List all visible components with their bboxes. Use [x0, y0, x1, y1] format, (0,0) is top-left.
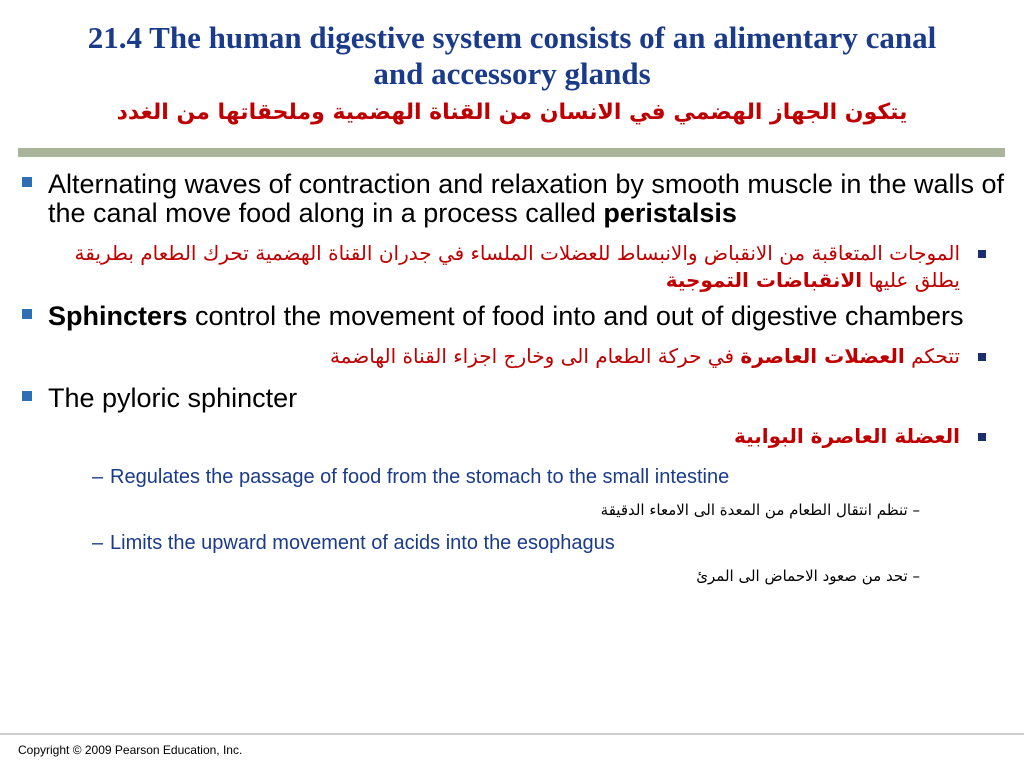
bullet-sphincters-ar	[20, 343, 1004, 370]
square-bullet-icon	[22, 177, 32, 187]
sub-bullet-limits-en	[20, 530, 1004, 556]
sub-bullet-regulates-ar	[20, 498, 1004, 522]
title-arabic: يتكون الجهاز الهضمي في الانسان من القناة الهضمية وملحقاتها من الغدد	[116, 100, 908, 125]
copyright-notice: Copyright © 2009 Pearson Education, Inc.	[18, 743, 243, 757]
slide-content	[20, 170, 1004, 596]
bullet-bold-term: Sphincters	[48, 301, 188, 331]
sub-bullet-text: Limits the upward movement of acids into the esophagus	[110, 532, 615, 554]
bullet-bold-term: العضلات العاصرة	[740, 344, 905, 368]
dash-marker: –	[912, 567, 920, 585]
bullet-text: Alternating waves of contraction and relaxation by smooth muscle in the walls of the canal move food along in a process called	[48, 169, 1004, 228]
square-bullet-icon	[978, 433, 986, 441]
square-bullet-icon	[978, 353, 986, 361]
bullet-bold-term: الانقباضات التموجية	[665, 268, 863, 292]
bullet-text: control the movement of food into and out of digestive chambers	[187, 301, 964, 331]
dash-marker: –	[92, 466, 104, 488]
sub-bullet-text: تحد من صعود الاحماض الى المرئ	[696, 567, 908, 585]
square-bullet-icon	[22, 309, 32, 319]
title-line-1: 21.4 The human digestive system consists of an alimentary canal	[87, 20, 937, 55]
dash-marker: –	[912, 501, 920, 519]
square-bullet-icon	[978, 250, 986, 258]
square-bullet-icon	[22, 391, 32, 401]
bullet-peristalsis-ar	[20, 240, 1004, 294]
bullet-bold-term: peristalsis	[603, 198, 737, 228]
slide-title	[20, 10, 1004, 128]
sub-bullet-text: تنظم انتقال الطعام من المعدة الى الامعاء الدقيقة	[600, 501, 908, 519]
bullet-text-post: في حركة الطعام الى وخارج اجزاء القناة الهاضمة	[329, 344, 741, 368]
bullet-text: The pyloric sphincter	[48, 383, 298, 413]
title-line-2: and accessory glands	[373, 56, 651, 91]
bullet-sphincters-en	[20, 302, 1004, 331]
sub-bullet-regulates-en	[20, 464, 1004, 490]
footer-divider	[0, 733, 1024, 735]
bullet-pyloric-en	[20, 384, 1004, 413]
dash-marker: –	[92, 532, 104, 554]
sub-bullet-limits-ar	[20, 564, 1004, 588]
sub-bullet-text: Regulates the passage of food from the stomach to the small intestine	[110, 466, 730, 488]
title-english	[20, 10, 1004, 92]
bullet-text: الموجات المتعاقبة من الانقباض والانبساط للعضلات الملساء في جدران القناة الهضمية تحرك الطعام بطريقة يطلق عليها	[74, 241, 960, 292]
bullet-peristalsis-en	[20, 170, 1004, 228]
bullet-bold-term: العضلة العاصرة البوابية	[733, 424, 960, 448]
bullet-pyloric-ar	[20, 423, 1004, 450]
bullet-text-pre: تتحكم	[904, 344, 960, 368]
title-divider	[18, 148, 1005, 157]
